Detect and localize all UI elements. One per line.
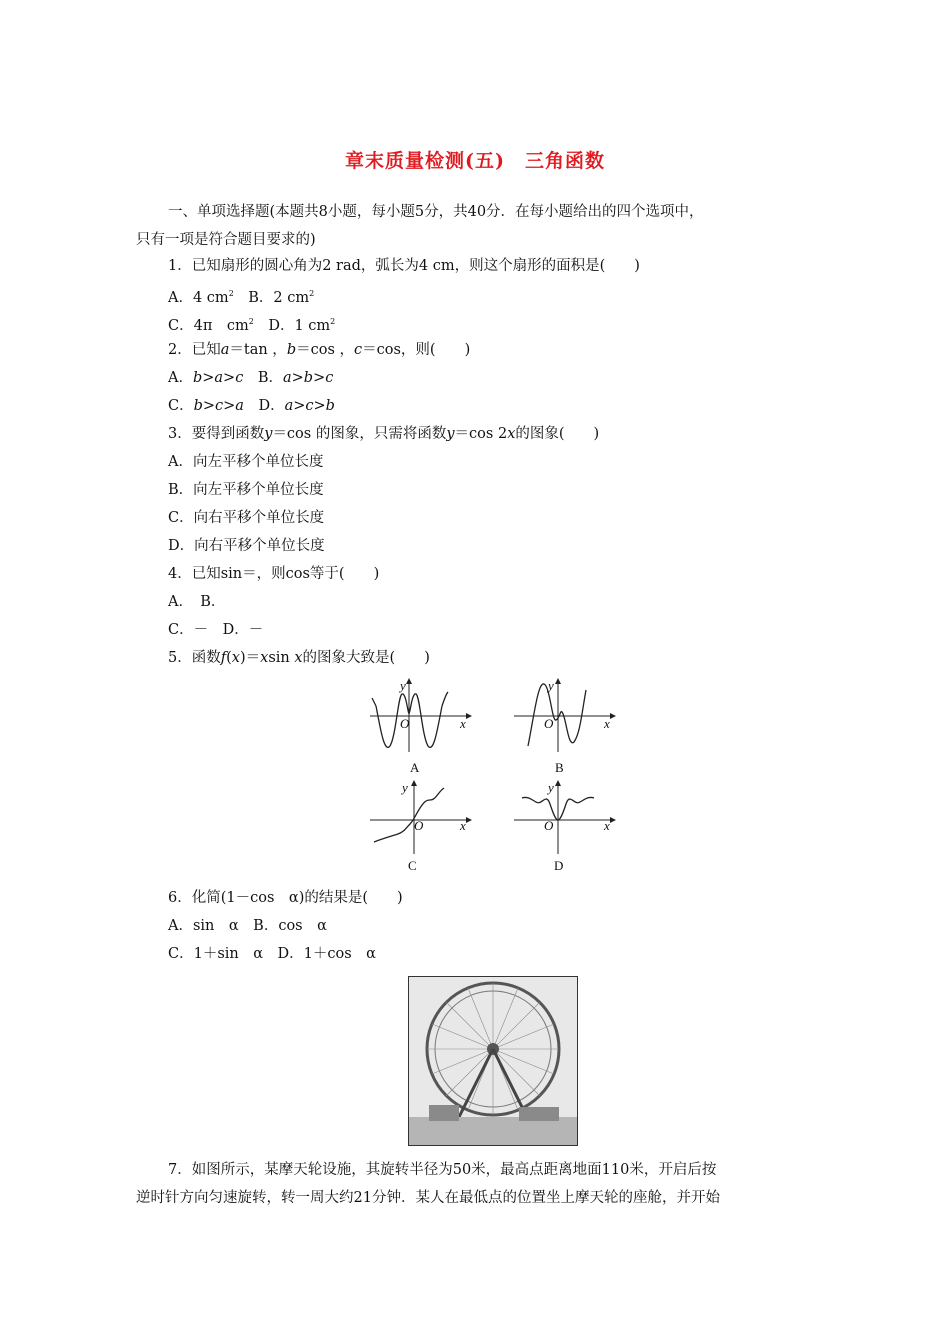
graph-a-y-label: y	[400, 678, 406, 693]
q2-options-ab: A．b>a>c B．a>b>c	[168, 370, 334, 386]
q3-stem: 3．要得到函数y＝cos 的图象，只需将函数y＝cos 2x的图象( )	[168, 426, 600, 442]
q4-stem: 4．已知sin＝，则cos等于( )	[168, 566, 380, 582]
graph-d-origin: O	[544, 818, 554, 833]
q1-options-cd: C．4π $cm^2$ D．1 $cm^2$	[168, 317, 336, 334]
graph-c-label: C	[408, 858, 417, 873]
ferris-wheel-icon	[409, 977, 577, 1145]
q6-options-cd: C．1＋sin α D．1＋cos α	[168, 946, 376, 962]
section-intro: 一、单项选择题(本题共8小题，每小题5分，共40分．在每小题给出的四个选项中， 只有一项是符合题目要求的)	[136, 204, 704, 248]
graph-b-y-label: y	[548, 678, 554, 693]
q3-option-d: D．向右平移个单位长度	[168, 538, 325, 554]
q3-option-b: B．向左平移个单位长度	[168, 482, 324, 498]
q2-options-cd: C．b>c>a D．a>c>b	[168, 398, 335, 414]
graph-c-origin: O	[414, 818, 424, 833]
graph-d-y-label: y	[548, 780, 554, 795]
graph-d-x-label: x	[604, 818, 610, 833]
q6-stem: 6．化简(1－cos α)的结果是( )	[168, 890, 403, 906]
graph-b-label: B	[555, 760, 564, 775]
q1-stem: 1．已知扇形的圆心角为2 rad，弧长为4 cm，则这个扇形的面积是( )	[168, 258, 640, 274]
q5-stem: 5．函数f(x)＝xsin x的图象大致是( )	[168, 650, 430, 666]
q4-options-ab: A． B．	[168, 594, 226, 610]
q3-option-a: A．向左平移个单位长度	[168, 454, 324, 470]
graph-c-y-label: y	[402, 780, 408, 795]
graph-a-x-label: x	[460, 716, 466, 731]
q4-options-cd: C．－ D．－	[168, 622, 264, 638]
graph-a-origin: O	[400, 716, 410, 731]
q2-stem: 2．已知a＝tan ，b＝cos ，c＝cos，则( )	[168, 342, 471, 358]
page-title: 章末质量检测(五) 三角函数	[345, 150, 605, 172]
ferris-wheel-image	[408, 976, 578, 1146]
graph-b-origin: O	[544, 716, 554, 731]
graph-b-x-label: x	[604, 716, 610, 731]
q1-options-ab: A．4 $cm^2$ B．2 $cm^2$	[168, 289, 315, 306]
q7-stem: 7．如图所示，某摩天轮设施，其旋转半径为50米，最高点距离地面110米，开启后按 逆时针方向匀速旋转，转一周大约21分钟．某人在最低点的位置坐上摩天轮的座舱，并开始	[136, 1162, 720, 1206]
q3-option-c: C．向右平移个单位长度	[168, 510, 325, 526]
q6-options-ab: A．sin α B．cos α	[168, 918, 327, 934]
graph-c-x-label: x	[460, 818, 466, 833]
graph-d-label: D	[554, 858, 564, 873]
graph-a-label: A	[410, 760, 420, 775]
